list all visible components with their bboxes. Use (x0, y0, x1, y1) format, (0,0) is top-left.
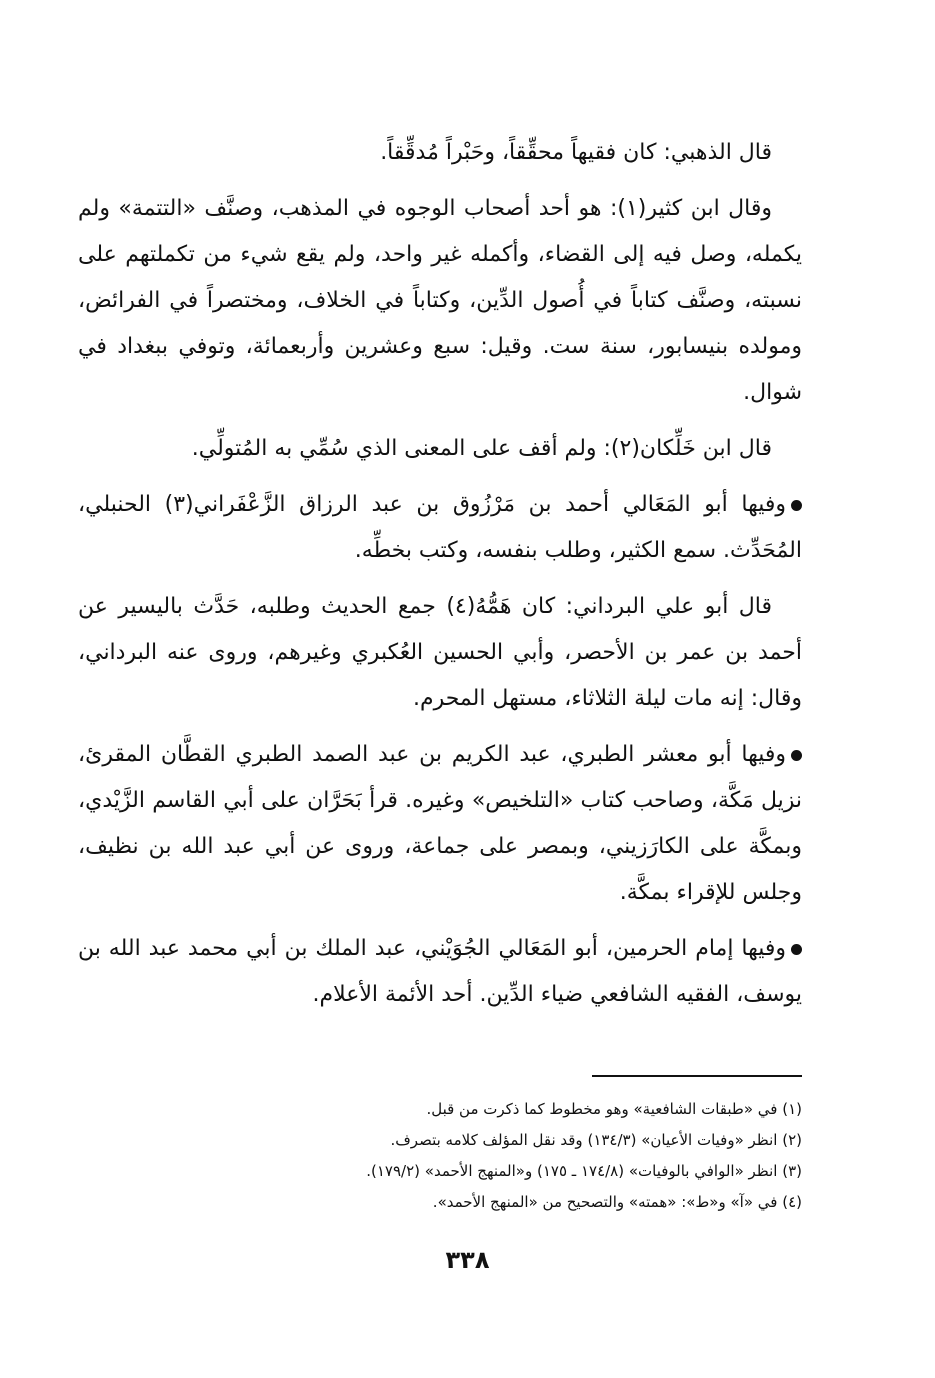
entry-imam-al-haramayn (78, 926, 802, 1018)
footnote-2: (٢) انظر «وفيات الأعيان» (١٣٤/٣) وقد نقل المؤلف كلامه بتصرف. (390, 1131, 802, 1149)
entry-text: وفيها إمام الحرمين، أبو المَعَالي الجُوَيْني، عبد الملك بن أبي محمد عبد الله بن يوسف، الفقيه الشافعي ضياء الدِّين. أحد الأئمة الأعلام. (78, 936, 802, 1007)
bullet-icon (791, 500, 802, 511)
paragraph-ibn-khallikan-quote (78, 426, 802, 472)
footnotes (78, 1094, 802, 1218)
entry-zafarani (78, 482, 802, 574)
main-text (78, 130, 802, 1028)
paragraph-text: قال الذهبي: كان فقيهاً محقِّقاً، وحَبْراً مُدقِّقاً. (380, 140, 772, 165)
footnote-1: (١) في «طبقات الشافعية» وهو مخطوط كما ذكرت من قبل. (426, 1100, 802, 1118)
footnote-4: (٤) في «آ» و«ط»: «همته» والتصحيح من «المنهج الأحمد». (432, 1193, 802, 1211)
paragraph-bardani-quote (78, 584, 802, 722)
footnote-separator (592, 1075, 802, 1077)
entry-text: وفيها أبو معشر الطبري، عبد الكريم بن عبد الصمد الطبري القطَّان المقرئ، نزيل مَكَّة، وصاحب كتاب «التلخيص» وغيره. قرأ بَحَرَّان على أبي القاسم الزَّيْدي، وبمكَّة على الكارَزيني، وبمصر على جماعة، وروى عن أبي عبد الله بن نظيف، وجلس للإقراء بمكَّة. (78, 742, 802, 905)
paragraph-text: قال أبو علي البرداني: كان هَمُّهُ(٤) جمع الحديث وطلبه، حَدَّث باليسير عن أحمد بن عمر بن الأحصر، وأبي الحسين العُكبري وغيرهم، وروى عنه البرداني، وقال: إنه مات ليلة الثلاثاء، مستهل المحرم. (78, 594, 802, 711)
footnote-3: (٣) انظر «الوافي بالوفيات» (١٧٤/٨ ـ ١٧٥) و«المنهج الأحمد» (١٧٩/٢). (366, 1162, 802, 1180)
entry-abu-mashar-tabari (78, 732, 802, 916)
page-number: ٣٣٨ (445, 1246, 490, 1274)
bullet-icon (791, 750, 802, 761)
paragraph-ibn-kathir-quote (78, 186, 802, 416)
bullet-icon (791, 944, 802, 955)
paragraph-text: قال ابن خَلِّكان(٢): ولم أقف على المعنى الذي سُمِّي به المُتولِّي. (191, 436, 772, 461)
entry-text: وفيها أبو المَعَالي أحمد بن مَرْزُوق بن عبد الرزاق الزَّعْفَراني(٣) الحنبلي، المُحَدِّث. سمع الكثير، وطلب بنفسه، وكتب بخطِّه. (78, 492, 802, 563)
paragraph-dhahabi-quote (78, 130, 802, 176)
paragraph-text: وقال ابن كثير(١): هو أحد أصحاب الوجوه في المذهب، وصنَّف «التتمة» ولم يكمله، وصل فيه إلى القضاء، وأكمله غير واحد، ولم يقع شيء من تكملتهم على نسبته، وصنَّف كتاباً في أُصول الدِّين، وكتاباً في الخلاف، ومختصراً في الفرائض، ومولده بنيسابور، سنة ست. وقيل: سبع وعشرين وأربعمائة، وتوفي ببغداد في شوال. (78, 196, 802, 405)
